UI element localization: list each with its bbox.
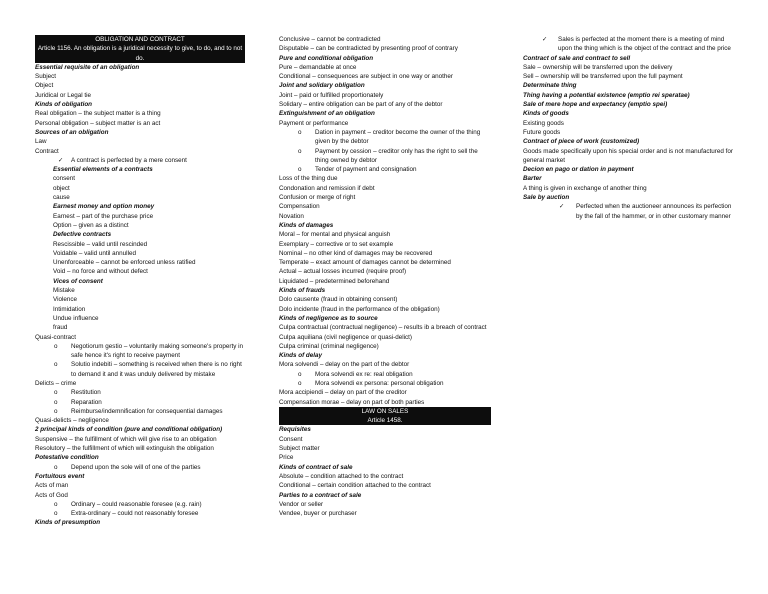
- text-line: Culpa aquiliana (civil negligence or quasi-delict): [279, 333, 413, 341]
- text-line: Personal obligation – subject matter is an act: [35, 119, 161, 127]
- subheading: Potestative condition: [35, 454, 99, 462]
- bullet-item: [35, 509, 245, 518]
- text-line: Sell – ownership will be transferred upon the full payment: [523, 73, 683, 81]
- text-line: Dolo causente (fraud in obtaining consent): [279, 296, 398, 304]
- check-mark-icon: ✓: [559, 203, 565, 211]
- text-line: Goods made specifically upon his special order and is not manufactured for general market: [523, 147, 734, 164]
- bullet-text: Negotiorum gestio – voluntarily making someone's property in safe hence it's right to receive payment: [71, 342, 244, 360]
- text-line: Culpa contractual (contractual negligence) – results ib a breach of contract: [279, 324, 487, 332]
- check-mark-icon: ✓: [542, 36, 548, 43]
- text-line: Payment or performance: [279, 119, 349, 127]
- bullet-text: A contract is perfected by a mere consent: [71, 156, 187, 164]
- text-line: A thing is given in exchange of another thing: [523, 184, 647, 192]
- circle-bullet-icon: o: [298, 379, 302, 387]
- subheading: Thing having a potential existence (emptio rei speratae): [523, 91, 690, 99]
- bullet-item: [279, 165, 491, 174]
- subheading: Kinds of contract of sale: [279, 463, 353, 471]
- text-line: Future goods: [523, 128, 561, 136]
- bullet-item: [35, 388, 245, 397]
- subheading: Extinguishment of an obligation: [279, 110, 375, 118]
- text-line: Suspensive – the fulfillment of which will give rise to an obligation: [35, 435, 217, 443]
- circle-bullet-icon: o: [54, 398, 58, 406]
- text-line: Conditional – certain condition attached to the contract: [279, 482, 431, 490]
- list-item: object: [53, 184, 70, 192]
- bullet-item: [279, 379, 491, 388]
- bullet-item: [35, 463, 245, 472]
- circle-bullet-icon: o: [54, 407, 58, 415]
- text-line: Acts of God: [35, 491, 68, 499]
- text-line: Resolutory – the fulfillment of which will extinguish the obligation: [35, 445, 214, 453]
- text-line: Liquidated – predetermined beforehand: [279, 277, 390, 285]
- section-header: Article 1458.: [279, 416, 491, 425]
- bullet-item: [35, 360, 245, 379]
- list-item: fraud: [53, 324, 68, 332]
- text-line: Temperate – exact amount of damages cannot be determined: [279, 259, 451, 267]
- subheading: Kinds of frauds: [279, 287, 326, 295]
- text-line: Contract: [35, 147, 59, 155]
- text-line: Vendor or seller: [279, 500, 324, 508]
- subheading: Fortuitous event: [35, 472, 85, 480]
- circle-bullet-icon: o: [54, 510, 58, 518]
- circle-bullet-icon: o: [54, 389, 58, 397]
- text-line: Actual – actual losses incurred (require proof): [279, 268, 407, 276]
- bullet-item: [35, 342, 245, 361]
- bullet-text: Mora solvendi ex persona: personal obligation: [315, 379, 444, 387]
- section-header: OBLIGATION AND CONTRACT: [35, 35, 245, 44]
- section-header: Article 1156. An obligation is a juridical necessity to give, to do, and to not do.: [35, 44, 245, 63]
- text-line: Disputable – can be contradicted by presenting proof of contrary: [279, 45, 458, 53]
- bullet-text: Restitution: [71, 389, 101, 397]
- bullet-text: Tender of payment and consignation: [315, 166, 417, 174]
- subheading: Requisites: [279, 426, 311, 434]
- bullet-item: [35, 156, 245, 165]
- text-line: Pure – demandable at once: [279, 63, 357, 71]
- subheading: Joint and solidary obligation: [279, 82, 365, 90]
- text-line: Delicts – crime: [35, 379, 77, 387]
- circle-bullet-icon: o: [54, 463, 58, 471]
- subheading: Decion en pago or dation in payment: [523, 166, 634, 174]
- subheading: Contract of sale and contract to sell: [523, 54, 631, 62]
- obligations-sales-column: [279, 35, 491, 518]
- bullet-text: Ordinary – could reasonable foresee (e.g. rain): [71, 500, 202, 508]
- bullet-item: [523, 35, 735, 54]
- subheading: Pure and conditional obligation: [279, 54, 374, 62]
- bullet-text: Solutio indebiti – something is received when there is no right to demand it and it was unduly delivered by mistake: [71, 361, 242, 378]
- bullet-text: Payment by cession – creditor only has the right to sell the thing owned by debtor: [315, 147, 478, 164]
- text-line: Law: [35, 138, 47, 146]
- bullet-item: [279, 128, 491, 147]
- bullet-text: Sales is perfected at the moment there is a meeting of mind upon the thing which is the object of the contract and the price: [558, 36, 731, 53]
- list-item: Intimidation: [53, 305, 86, 313]
- text-line: Novation: [279, 212, 304, 220]
- text-line: Compensation: [279, 203, 320, 211]
- list-item: Earnest – part of the purchase price: [53, 212, 154, 220]
- text-line: Joint – paid or fulfilled proportionately: [279, 91, 384, 99]
- text-line: Mora accipiendi – delay on part of the creditor: [279, 389, 407, 397]
- subheading: Kinds of presumption: [35, 519, 101, 527]
- bullet-text: Reparation: [71, 398, 102, 406]
- bullet-text: Dation in payment – creditor become the owner of the thing given by the debtor: [315, 128, 481, 146]
- subheading: Kinds of delay: [279, 352, 323, 360]
- subheading: Vices of consent: [53, 277, 103, 285]
- text-line: Loss of the thing due: [279, 175, 338, 183]
- text-line: Nominal – no other kind of damages may be recovered: [279, 249, 433, 257]
- subheading: Kinds of goods: [523, 110, 569, 118]
- subheading: 2 principal kinds of condition (pure and conditional obligation): [35, 426, 223, 434]
- text-line: Real obligation – the subject matter is a thing: [35, 110, 161, 118]
- section-header: LAW ON SALES: [279, 407, 491, 416]
- text-line: Exemplary – corrective or to set example: [279, 240, 394, 248]
- sales-column: [523, 35, 735, 221]
- circle-bullet-icon: o: [54, 342, 58, 350]
- text-line: Object: [35, 82, 54, 90]
- subheading: Parties to a contract of sale: [279, 491, 362, 499]
- text-line: Moral – for mental and physical anguish: [279, 231, 391, 239]
- text-line: Conclusive – cannot be contradicted: [279, 36, 381, 43]
- subheading: Kinds of damages: [279, 221, 334, 229]
- list-item: Void – no force and without defect: [53, 268, 148, 276]
- list-item: Option – given as a distinct: [53, 221, 129, 229]
- list-item: Mistake: [53, 287, 75, 295]
- subheading: Sale of mere hope and expectancy (emptio spei): [523, 101, 668, 109]
- subheading: Essential elements of a contracts: [53, 166, 153, 174]
- bullet-item: [35, 398, 245, 407]
- text-line: Quasi-contract: [35, 333, 76, 341]
- text-line: Sale – ownership will be transferred upon the delivery: [523, 63, 673, 71]
- check-mark-icon: ✓: [58, 156, 64, 164]
- list-item: consent: [53, 175, 76, 183]
- subheading: Earnest money and option money: [53, 203, 155, 211]
- text-line: Consent: [279, 435, 303, 443]
- subheading: Barter: [523, 175, 542, 183]
- bullet-item: [35, 407, 245, 416]
- bullet-item: [35, 500, 245, 509]
- obligations-column: [35, 35, 245, 528]
- bullet-text: Perfected when the auctioneer announces its perfection by the fall of the hammer, or in other customary manner: [576, 203, 732, 220]
- bullet-text: Reimburse/indemnification for consequential damages: [71, 407, 223, 415]
- text-line: Subject: [35, 73, 57, 81]
- text-line: Condonation and remission if debt: [279, 184, 375, 192]
- bullet-text: Extra-ordinary – could not reasonably foresee: [71, 510, 199, 518]
- subheading: Defective contracts: [53, 231, 112, 239]
- list-item: Rescissible – valid until rescinded: [53, 240, 148, 248]
- subheading: Sale by auction: [523, 194, 570, 202]
- subheading: Determinate thing: [523, 82, 577, 90]
- list-item: cause: [53, 194, 70, 202]
- text-line: Acts of man: [35, 482, 69, 490]
- subheading: Kinds of obligation: [35, 101, 93, 109]
- text-line: Price: [279, 454, 294, 462]
- circle-bullet-icon: o: [54, 500, 58, 508]
- list-item: Undue influence: [53, 314, 99, 322]
- text-line: Mora solvendi – delay on the part of the debtor: [279, 361, 410, 369]
- bullet-text: Mora solvendi ex re: real obligation: [315, 370, 413, 378]
- text-line: Confusion or merge of right: [279, 194, 356, 202]
- text-line: Vendee, buyer or purchaser: [279, 510, 357, 518]
- bullet-text: Depend upon the sole will of one of the parties: [71, 463, 201, 471]
- bullet-item: [523, 202, 735, 221]
- circle-bullet-icon: o: [298, 166, 302, 174]
- text-line: Quasi-delicts – negligence: [35, 417, 109, 425]
- circle-bullet-icon: o: [298, 370, 302, 378]
- list-item: Voidable – valid until annulled: [53, 249, 136, 257]
- subheading: Sources of an obligation: [35, 128, 109, 136]
- subheading: Contract of piece of work (customized): [523, 138, 640, 146]
- circle-bullet-icon: o: [298, 128, 302, 136]
- circle-bullet-icon: o: [54, 361, 58, 369]
- list-item: Unenforceable – cannot be enforced unless ratified: [53, 259, 196, 267]
- text-line: Dolo incidente (fraud in the performance of the obligation): [279, 305, 440, 313]
- list-item: Violence: [53, 296, 78, 304]
- text-line: Solidary – entire obligation can be part of any of the debtor: [279, 101, 443, 109]
- text-line: Juridical or Legal tie: [35, 91, 92, 99]
- bullet-item: [279, 370, 491, 379]
- subheading: Essential requisite of an obligation: [35, 63, 140, 71]
- text-line: Culpa criminal (criminal negligence): [279, 342, 379, 350]
- text-line: Existing goods: [523, 119, 564, 127]
- text-line: Absolute – condition attached to the contract: [279, 472, 404, 480]
- circle-bullet-icon: o: [298, 147, 302, 155]
- text-line: Conditional – consequences are subject in one way or another: [279, 73, 453, 81]
- text-line: Compensation morae – delay on part of both parties: [279, 398, 425, 406]
- text-line: Subject matter: [279, 445, 320, 453]
- bullet-item: [279, 147, 491, 166]
- subheading: Kinds of negligence as to source: [279, 314, 378, 322]
